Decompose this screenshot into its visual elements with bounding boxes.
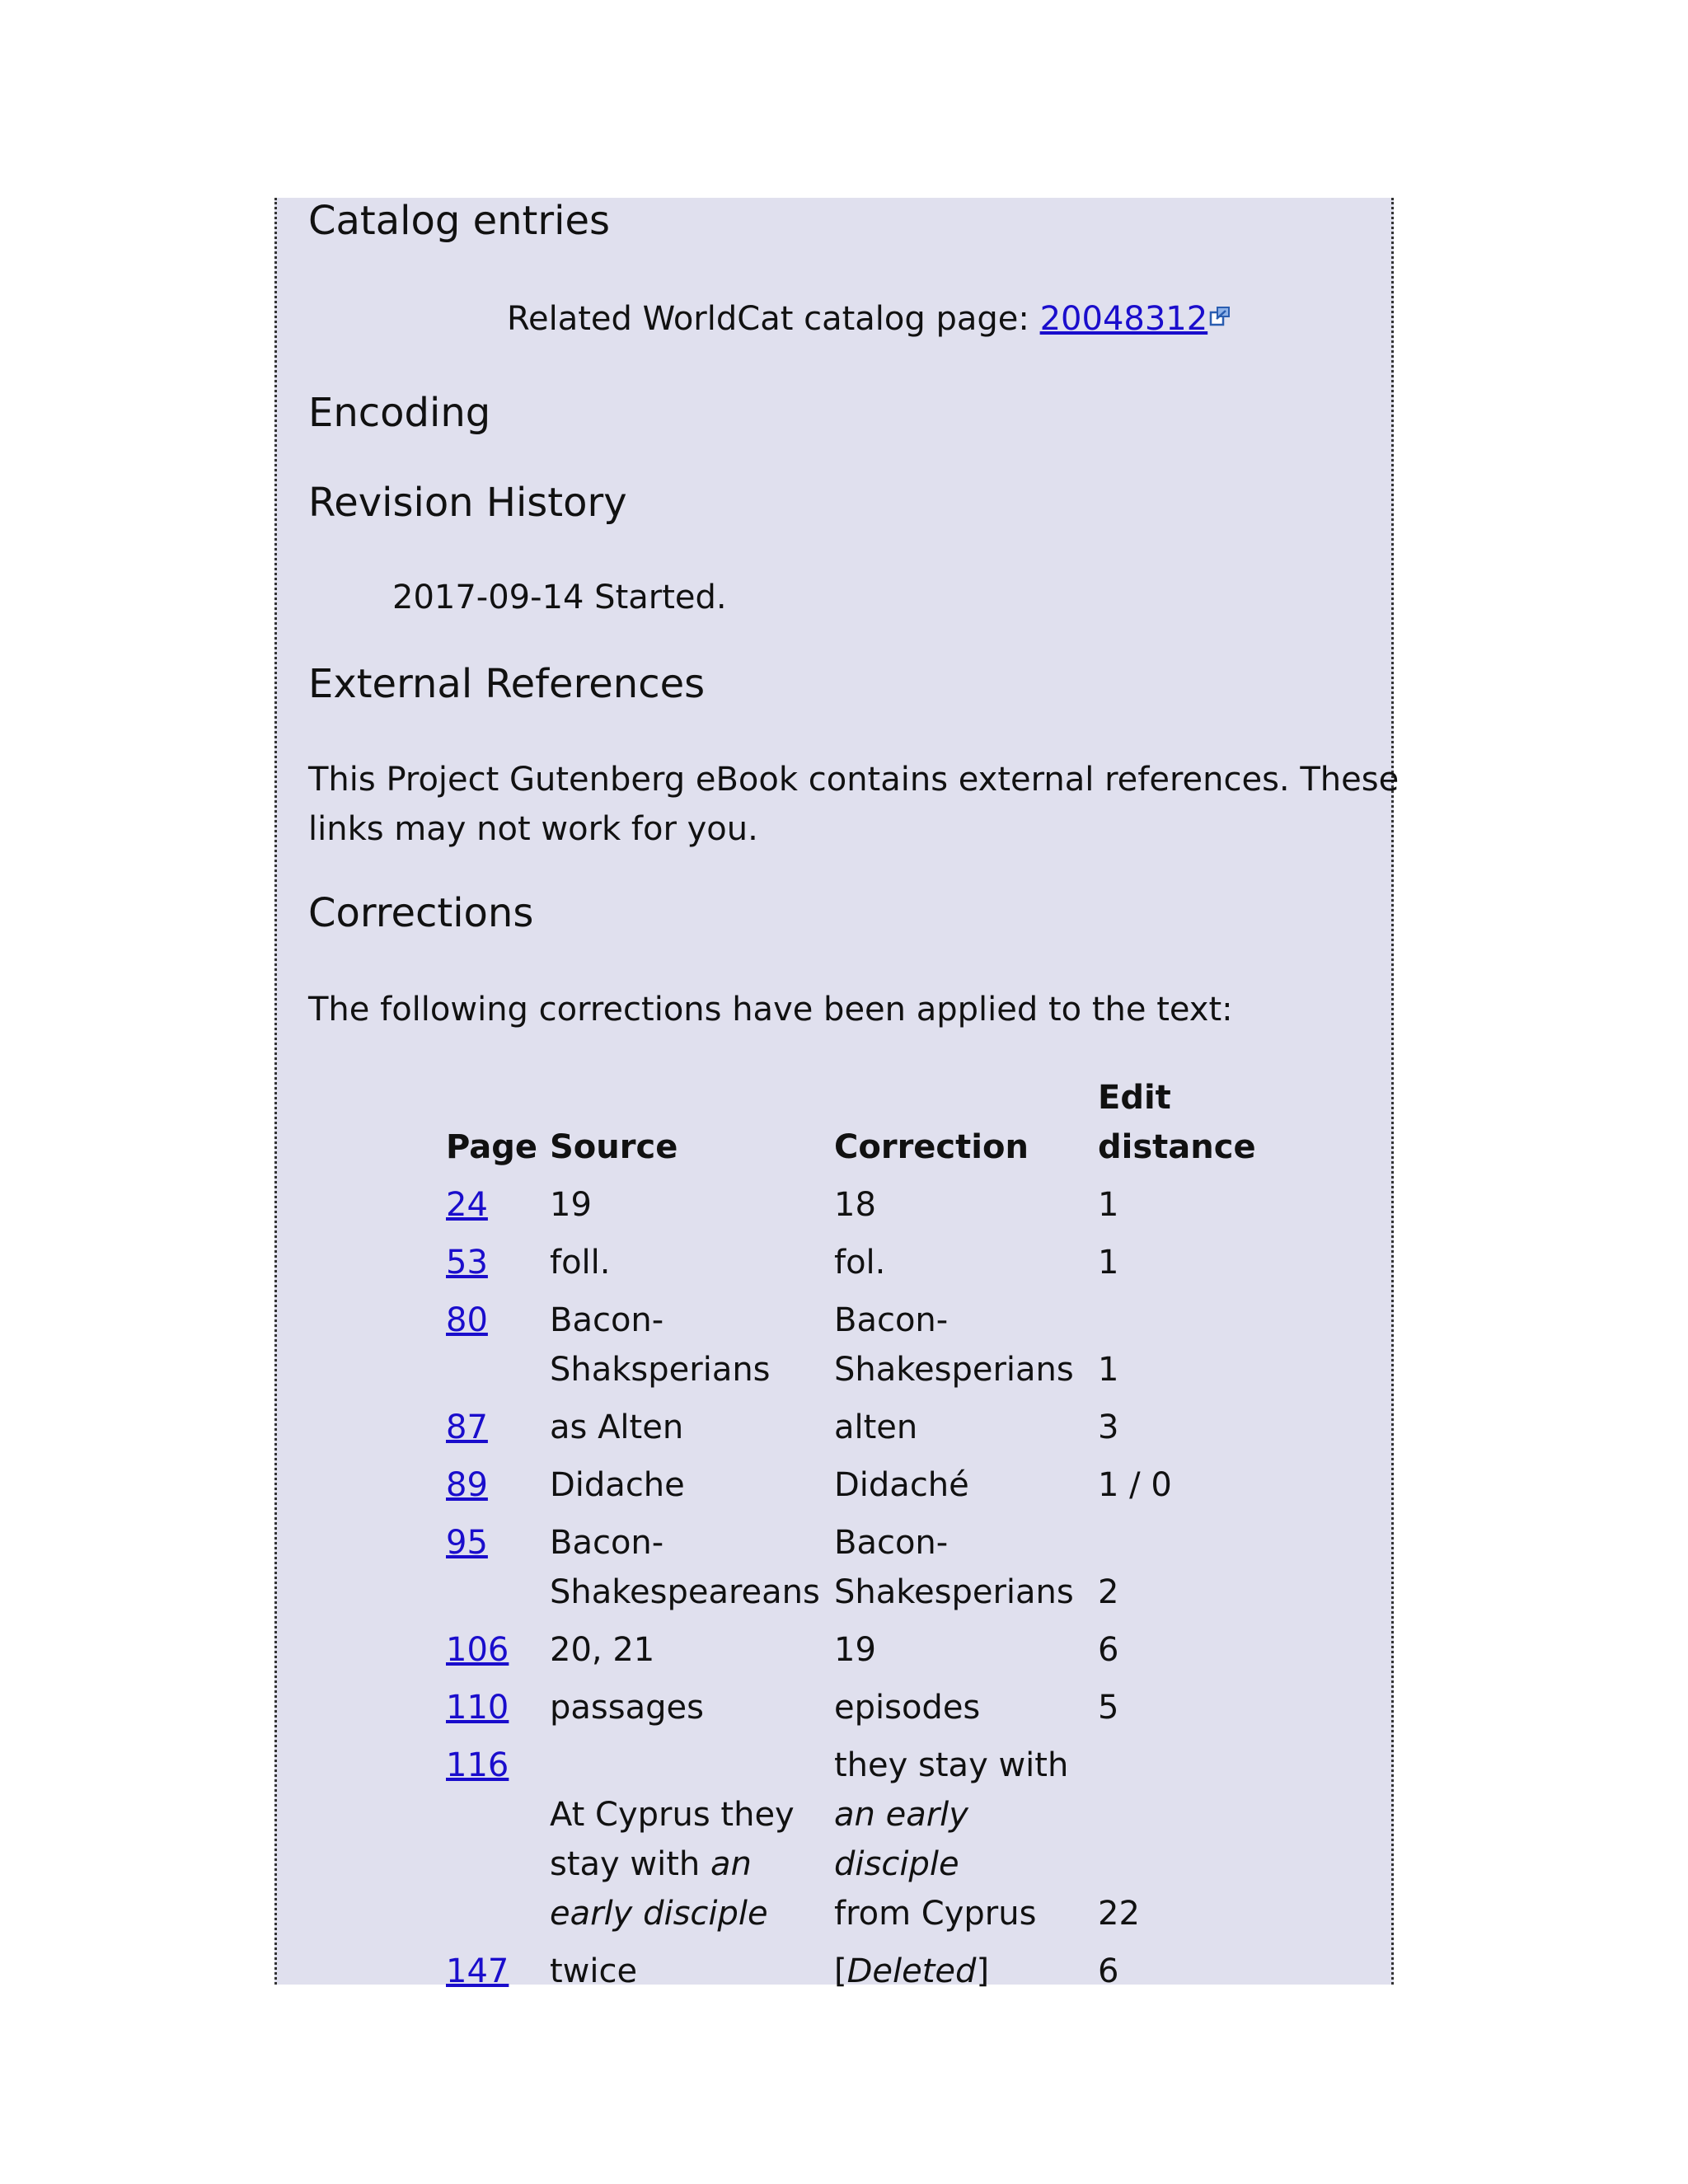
page-link[interactable]: 53 — [446, 1244, 488, 1282]
correction-cell: Bacon- Shakesperians — [834, 1524, 1074, 1611]
correction-cell: episodes — [834, 1689, 981, 1727]
external-text-line-2: links may not work for you. — [308, 810, 758, 848]
distance-cell: 3 — [1098, 1408, 1119, 1446]
distance-cell: 22 — [1098, 1895, 1140, 1933]
external-link-icon — [1209, 306, 1231, 327]
distance-cell: 5 — [1098, 1689, 1119, 1727]
distance-cell: 2 — [1098, 1573, 1119, 1611]
source-cell: 19 — [550, 1186, 592, 1224]
encoding-heading: Encoding — [308, 390, 491, 436]
distance-cell: 1 — [1098, 1351, 1119, 1389]
column-header-edit: Edit — [1098, 1079, 1171, 1117]
page-link[interactable]: 89 — [446, 1466, 488, 1504]
external-heading: External References — [308, 661, 706, 707]
source-cell: foll. — [550, 1244, 611, 1282]
distance-cell: 6 — [1098, 1952, 1119, 1990]
correction-cell: alten — [834, 1408, 918, 1446]
column-header-source: Source — [550, 1128, 678, 1166]
corrections-intro: The following corrections have been applied to the text: — [308, 991, 1233, 1029]
source-cell: as Alten — [550, 1408, 684, 1446]
external-text-line-1: This Project Gutenberg eBook contains external references. These — [308, 761, 1400, 799]
table-row — [446, 1947, 1275, 2004]
page-link[interactable]: 24 — [446, 1186, 488, 1224]
table-row — [446, 1741, 1275, 1947]
source-cell: Bacon- Shaksperians — [550, 1301, 771, 1389]
source-cell: twice — [550, 1952, 638, 1990]
distance-cell: 1 — [1098, 1244, 1119, 1282]
correction-cell: 18 — [834, 1186, 876, 1224]
source-cell: At Cyprus they stay with an early disciple — [550, 1796, 795, 1933]
correction-cell: Didaché — [834, 1466, 969, 1504]
table-header-row — [446, 1073, 1275, 1180]
source-cell: passages — [550, 1689, 704, 1727]
worldcat-label: Related WorldCat catalog page: — [507, 300, 1029, 338]
column-header-edit-distance — [1098, 1073, 1275, 1180]
correction-cell: fol. — [834, 1244, 886, 1282]
table-row — [446, 1180, 1275, 1238]
corrections-heading: Corrections — [308, 890, 534, 936]
page-link[interactable]: 110 — [446, 1689, 509, 1727]
revision-heading: Revision History — [308, 480, 627, 526]
correction-cell: [Deleted] — [834, 1952, 990, 1990]
worldcat-line — [507, 294, 1231, 344]
correction-cell: 19 — [834, 1631, 876, 1669]
page-link[interactable]: 87 — [446, 1408, 488, 1446]
column-header-distance: distance — [1098, 1128, 1256, 1166]
colophon-panel — [274, 198, 1400, 1990]
table-row — [446, 1403, 1275, 1460]
source-cell: Didache — [550, 1466, 685, 1504]
page-link[interactable]: 106 — [446, 1631, 509, 1669]
revision-entry: 2017-09-14 Started. — [392, 579, 727, 616]
distance-cell: 6 — [1098, 1631, 1119, 1669]
corrections-table — [446, 1073, 1275, 2004]
page-link[interactable]: 80 — [446, 1301, 488, 1339]
correction-cell: they stay with an early disciple from Cyprus — [834, 1746, 1069, 1933]
table-row — [446, 1460, 1275, 1518]
distance-cell: 1 / 0 — [1098, 1466, 1172, 1504]
table-row — [446, 1296, 1275, 1403]
table-row — [446, 1518, 1275, 1625]
correction-cell: Bacon- Shakesperians — [834, 1301, 1074, 1389]
source-cell: 20, 21 — [550, 1631, 655, 1669]
table-row — [446, 1625, 1275, 1683]
source-cell: Bacon- Shakespeareans — [550, 1524, 820, 1611]
table-row — [446, 1683, 1275, 1741]
page-link[interactable]: 95 — [446, 1524, 488, 1562]
page-link[interactable]: 116 — [446, 1746, 509, 1784]
catalog-heading: Catalog entries — [308, 198, 610, 244]
worldcat-link[interactable]: 20048312 — [1039, 300, 1208, 338]
distance-cell: 1 — [1098, 1186, 1119, 1224]
column-header-page: Page — [446, 1128, 537, 1166]
column-header-correction: Correction — [834, 1128, 1029, 1166]
table-row — [446, 1238, 1275, 1296]
page-link[interactable]: 147 — [446, 1952, 509, 1990]
